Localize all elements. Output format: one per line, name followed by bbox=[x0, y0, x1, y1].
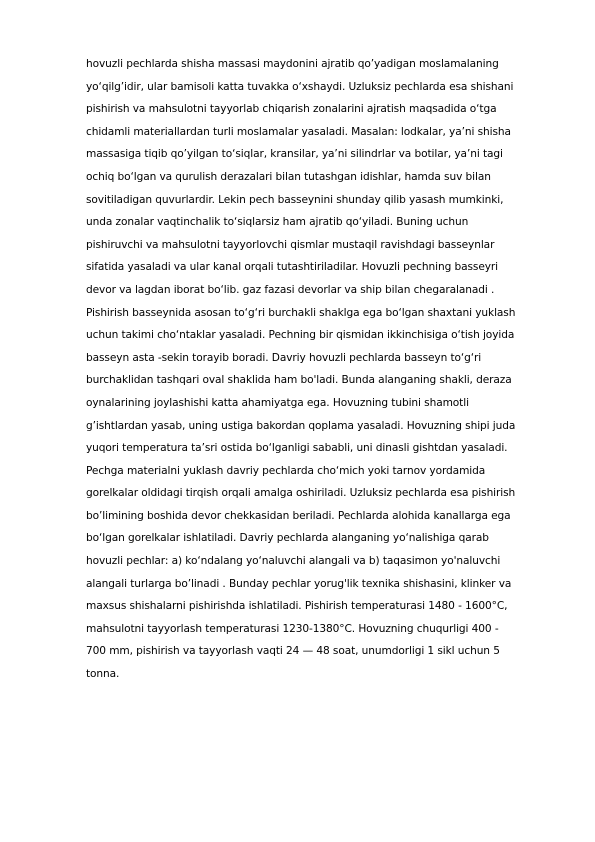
text-line: 700 mm, pishirish va tayyorlash vaqti 24 — 48 soat, unumdorligi 1 sikl uchun 5 bbox=[86, 645, 500, 658]
text-line: uchun takimi cho‘ntaklar yasaladi. Pechning bir qismidan ikkinchisiga o‘tish joyida bbox=[86, 329, 515, 342]
text-line: yuqori temperatura ta’sri ostida bo‘lganligi sababli, uni dinasli gishtdan yasaladi. bbox=[86, 442, 508, 455]
text-line: sifatida yasaladi va ular kanal orqali tutashtiriladilar. Hovuzli pechning basseyri bbox=[86, 261, 499, 274]
text-line: maxsus shishalarni pishirishda ishlatiladi. Pishirish temperaturasi 1480 - 1600°C, bbox=[86, 600, 508, 613]
text-line: ochiq bo‘lgan va qurulish derazalari bilan tutashgan idishlar, hamda suv bilan bbox=[86, 170, 491, 183]
text-line: Pishirish basseynida asosan to‘g‘ri burchakli shaklga ega bo‘lgan shaxtani yuklash bbox=[86, 306, 516, 319]
text-line: sovitiladigan quvurlardir. Lekin pech basseynini shunday qilib yasash mumkinki, bbox=[86, 193, 504, 206]
text-line: bo’limining boshida devor chekkasidan beriladi. Pechlarda alohida kanallarga ega bbox=[86, 509, 511, 522]
text-line: basseyn asta -sekin torayib boradi. Davriy hovuzli pechlarda basseyn to‘g‘ri bbox=[86, 351, 482, 364]
text-line: oynalarining joylashishi katta ahamiyatga ega. Hovuzning tubini shamotli bbox=[86, 396, 469, 409]
text-line: chidamli materiallardan turli moslamalar yasaladi. Masalan: lodkalar, ya’ni shisha bbox=[86, 125, 511, 138]
text-line: bo‘lgan gorelkalar ishlatiladi. Davriy pechlarda alanganing yo‘nalishiga qarab bbox=[86, 532, 489, 545]
text-line: mahsulotni tayyorlash temperaturasi 1230-1380°C. Hovuzning chuqurligi 400 - bbox=[86, 622, 499, 635]
text-line: tonna. bbox=[86, 668, 120, 681]
text-line: massasiga tiqib qo’yilgan to‘siqlar, kransilar, ya’ni silindrlar va botilar, ya’ni tagi bbox=[86, 148, 503, 161]
text-line: devor va lagdan iborat bo‘lib. gaz fazasi devorlar va ship bilan chegaralanadi . bbox=[86, 283, 495, 296]
body-text bbox=[86, 53, 556, 686]
text-line: alangali turlarga bo’linadi . Bunday pechlar yorug'lik texnika shishasini, klinker va bbox=[86, 577, 512, 590]
text-line: gorelkalar oldidagi tirqish orqali amalga oshiriladi. Uzluksiz pechlarda esa pishirish bbox=[86, 487, 516, 500]
text-line: Pechga materialni yuklash davriy pechlarda cho‘mich yoki tarnov yordamida bbox=[86, 464, 486, 477]
text-line: pishiruvchi va mahsulotni tayyorlovchi qismlar mustaqil ravishdagi basseynlar bbox=[86, 238, 495, 251]
text-line: pishirish va mahsulotni tayyorlab chiqarish zonalarini ajratish maqsadida o‘tga bbox=[86, 103, 497, 116]
text-line: g’ishtlardan yasab, uning ustiga bakordan qoplama yasaladi. Hovuzning shipi juda bbox=[86, 419, 516, 432]
text-line: yo‘qilg’idir, ular bamisoli katta tuvakka o‘xshaydi. Uzluksiz pechlarda esa shishani bbox=[86, 80, 514, 93]
text-line: unda zonalar vaqtinchalik to‘siqlarsiz ham ajratib qo‘yiladi. Buning uchun bbox=[86, 216, 469, 229]
text-line: hovuzli pechlarda shisha massasi maydonini ajratib qo’yadigan moslamalaning bbox=[86, 58, 499, 70]
text-line: hovuzli pechlar: a) ko‘ndalang yo‘naluvchi alangali va b) taqasimon yo'naluvchi bbox=[86, 555, 501, 568]
text-line: burchaklidan tashqari oval shaklida ham bo'ladi. Bunda alanganing shakli, deraza bbox=[86, 374, 512, 387]
